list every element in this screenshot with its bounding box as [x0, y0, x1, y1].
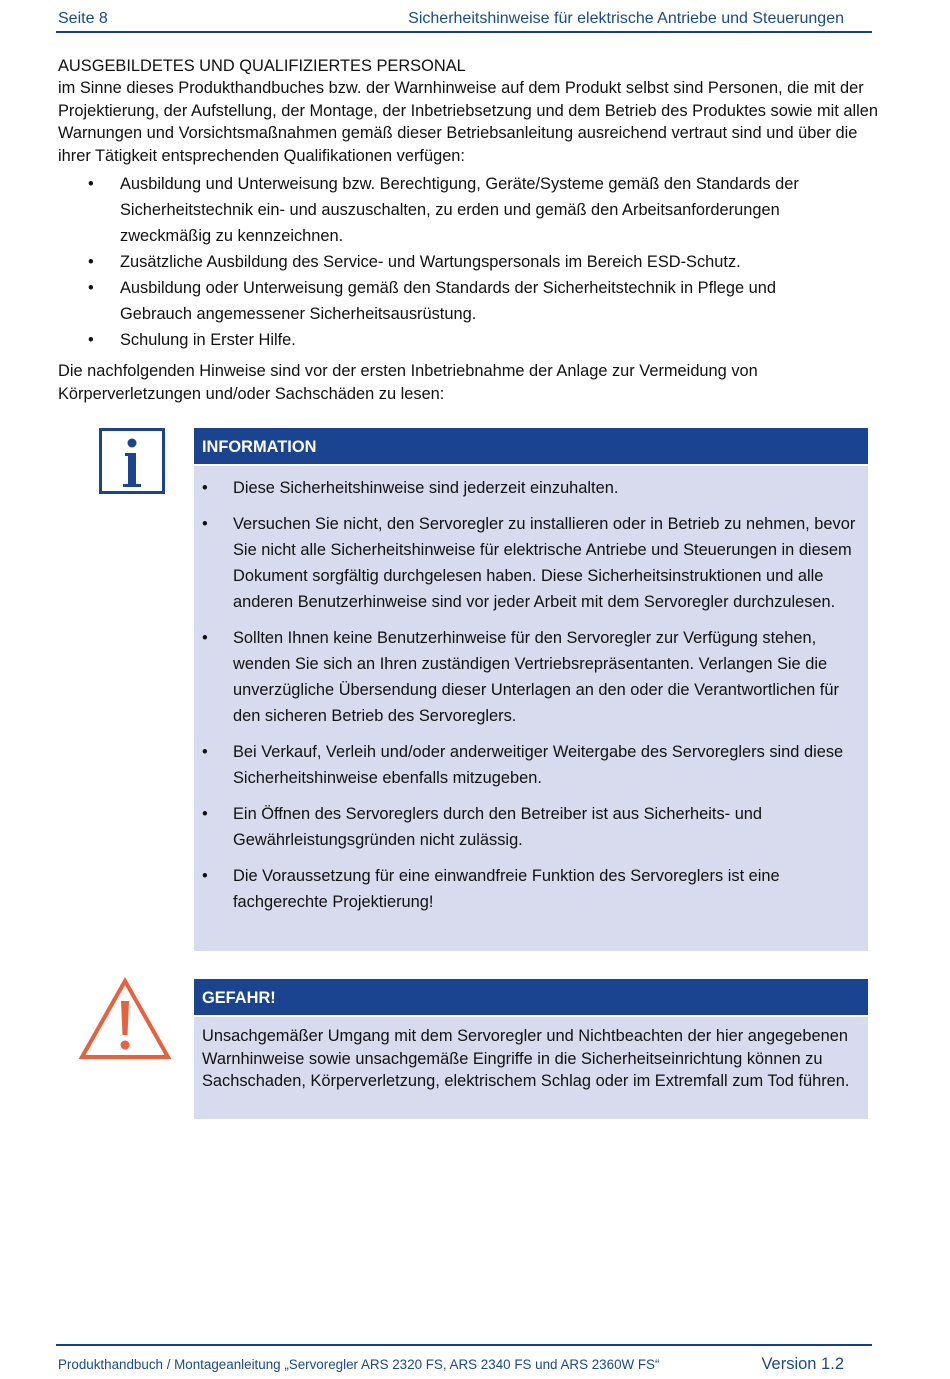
follow-text: Die nachfolgenden Hinweise sind vor der ersten Inbetriebnahme der Anlage zur Vermeidung von Körperverletzungen und/oder Sachschäden zu lesen:: [58, 362, 758, 403]
page-number: Seite 8: [58, 10, 108, 27]
list-item: • Ausbildung und Unterweisung bzw. Berechtigung, Geräte/Systeme gemäß den Standards der Sicherheitstechnik ein- und auszuschalten, zu erden und gemäß den Arbeitsanforderungen zweckmäßig zu kennzeichnen.: [58, 171, 848, 249]
qualification-list: [58, 171, 848, 353]
danger-text: Unsachgemäßer Umgang mit dem Servoregler und Nichtbeachten der hier angegebenen Warnhinweise sowie unsachgemäße Eingriffe in die Sicherheitseinrichtung können zu Sachschaden, Körperverletzung, elektrischem Schlag oder im Extremfall zum Tod führen.: [202, 1027, 850, 1090]
warning-triangle-icon: [78, 977, 172, 1061]
information-list: [194, 475, 862, 925]
list-item: • Bei Verkauf, Verleih und/oder anderweitiger Weitergabe des Servoreglers sind diese Sicherheitshinweise ebenfalls mitzugeben.: [194, 739, 862, 791]
danger-title: GEFAHR!: [194, 979, 868, 1017]
information-title: INFORMATION: [194, 428, 868, 466]
footer-version: Version 1.2: [761, 1355, 844, 1373]
list-item: • Ein Öffnen des Servoreglers durch den Betreiber ist aus Sicherheits- und Gewährleistungsgründen nicht zulässig.: [194, 801, 862, 853]
danger-box: [194, 979, 868, 1119]
section-heading: AUSGEBILDETES UND QUALIFIZIERTES PERSONAL: [58, 57, 466, 75]
list-item: • Zusätzliche Ausbildung des Service- und Wartungspersonals im Bereich ESD-Schutz.: [58, 249, 848, 275]
information-icon: [99, 428, 165, 494]
list-item: • Die Voraussetzung für eine einwandfreie Funktion des Servoreglers ist eine fachgerechte Projektierung!: [194, 863, 862, 915]
list-item: • Sollten Ihnen keine Benutzerhinweise für den Servoregler zur Verfügung stehen, wenden Sie sich an Ihren zuständigen Vertriebsrepräsentanten. Verlangen Sie die unverzügliche Übersendung dieser Unterlagen an den oder die Verantwortlichen für den sicheren Betrieb des Servoreglers.: [194, 625, 862, 729]
footer-rule: [56, 1344, 872, 1346]
list-item: • Diese Sicherheitshinweise sind jederzeit einzuhalten.: [194, 475, 862, 501]
footer-document-title: Produkthandbuch / Montageanleitung „Servoregler ARS 2320 FS, ARS 2340 FS und ARS 2360W FS“: [58, 1357, 660, 1372]
list-item: • Ausbildung oder Unterweisung gemäß den Standards der Sicherheitstechnik in Pflege und Gebrauch angemessener Sicherheitsausrüstung.: [58, 275, 848, 327]
list-item: • Versuchen Sie nicht, den Servoregler zu installieren oder in Betrieb zu nehmen, bevor Sie nicht alle Sicherheitshinweise für elektrische Antriebe und Steuerungen in diesem Dokument sorgfältig durchgelesen haben. Diese Sicherheitsinstruktionen und alle anderen Benutzerhinweise sind vor jeder Arbeit mit dem Servoregler durchzulesen.: [194, 511, 862, 615]
information-box: [194, 428, 868, 951]
header-rule: [56, 31, 872, 33]
section-intro: im Sinne dieses Produkthandbuches bzw. der Warnhinweise auf dem Produkt selbst sind Personen, die mit der Projektierung, der Aufstellung, der Montage, der Inbetriebsetzung und dem Betrieb des Produktes sowie mit allen Warnungen und Vorsichtsmaßnahmen gemäß dieser Betriebsanleitung ausreichend vertraut sind und über die ihrer Tätigkeit entsprechenden Qualifikationen verfügen:: [58, 79, 879, 165]
header-title: Sicherheitshinweise für elektrische Antriebe und Steuerungen: [408, 10, 844, 27]
list-item: • Schulung in Erster Hilfe.: [58, 327, 848, 353]
page-header: [56, 9, 872, 31]
